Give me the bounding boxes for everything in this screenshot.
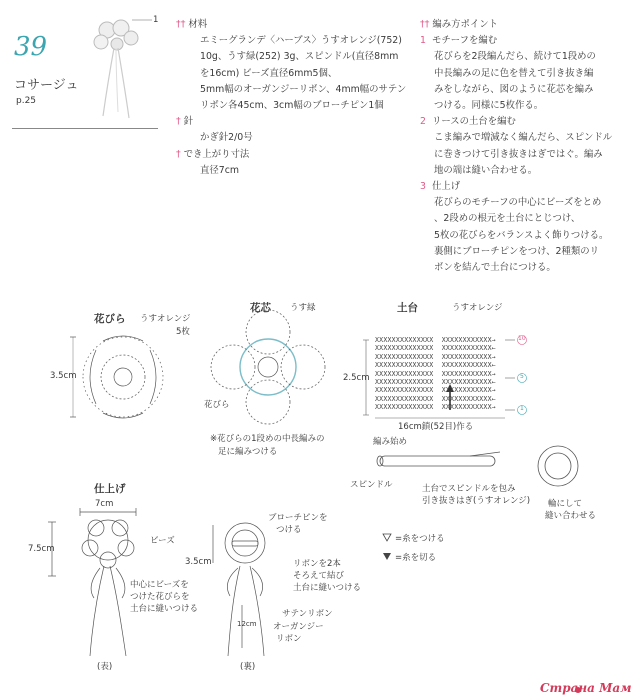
step-line: ボンを結んで土台につける。 (434, 262, 556, 274)
spindle-illustration (377, 446, 578, 486)
base-height: 2.5cm (343, 373, 370, 383)
front-label: (表) (97, 662, 113, 672)
bullet-icon: † (176, 148, 181, 160)
materials-line: リボン各45cm、3cm幅のブローチピン1個 (200, 100, 384, 112)
wrap-label-1: 土台でスピンドルを包み (422, 484, 516, 494)
finish-back (213, 523, 265, 656)
back-ribbon-1: リボンを2本 (293, 559, 341, 569)
step-title: リースの土台を編む (431, 116, 516, 128)
step-line: 花びらを2段編んだら、続けて1段めの (434, 51, 596, 63)
petal-title: 花びら (94, 313, 126, 325)
core-note-2: 足に編みつける (218, 447, 278, 457)
back-length: 12cm (237, 620, 257, 628)
step-line: 地の端は縫い合わせる。 (434, 164, 538, 176)
back-label: (裏) (240, 662, 256, 672)
finish-height: 7.5cm (28, 544, 55, 554)
back-size: 3.5cm (185, 557, 212, 567)
photo-callout-number: 1 (153, 15, 159, 25)
back-satin: サテンリボン (282, 609, 333, 619)
page-reference: p.25 (16, 96, 37, 106)
step-line: こま編みで増減なく編んだら、スピンドル (434, 132, 613, 144)
step-line: 裏側にブローチピンをつけ、2種類のリ (434, 245, 599, 257)
bullet-icon: †† (420, 19, 430, 30)
core-note-1: ※花びらの1段めの中長編みの (210, 434, 325, 444)
points-heading: 編み方ポイント (432, 19, 498, 30)
materials-line: を16cm) ビーズ直径6mm5個、 (200, 67, 338, 79)
row-label-10: 10 (518, 335, 526, 342)
materials-heading: 材料 (188, 19, 208, 30)
step-line: 花びらのモチーフの中心にビーズをとめ (434, 197, 602, 209)
materials-line: 10g、うす緑(252) 3g、スピンドル(直径8mm (200, 51, 399, 63)
bullet-icon: †† (176, 19, 186, 30)
core-petal-label: 花びら (204, 400, 230, 410)
legend-symbols (383, 534, 391, 560)
step-number: 1 (420, 35, 426, 47)
pattern-title: コサージュ (14, 78, 79, 93)
petal-size: 3.5cm (50, 371, 77, 381)
bullet-icon: † (176, 116, 181, 128)
step-line: に巻きつけて引き抜きはぎではぐ。編み (434, 148, 603, 160)
step-line: つける。同様に5枚作る。 (434, 100, 544, 112)
petal-chart (70, 336, 163, 418)
legend-cut: =糸を切る (395, 553, 437, 563)
back-ribbon-2: そろえて結び (293, 571, 345, 581)
base-title: 土台 (397, 302, 418, 314)
finish-width: 7cm (95, 499, 114, 509)
step-line: みをしながら、図のように花芯を編み (434, 83, 594, 95)
legend-attach: =糸をつける (395, 534, 445, 544)
ring-label-1: 輪にして (548, 499, 583, 509)
core-color: うす緑 (290, 303, 316, 313)
pattern-number: 39 (14, 32, 48, 62)
finish-title: 仕上げ (94, 483, 126, 495)
petal-color: うすオレンジ (140, 314, 191, 324)
back-pin-1: ブローチピンを (268, 513, 328, 523)
step-number: 2 (420, 116, 426, 128)
step-title: 仕上げ (431, 181, 461, 193)
row-label-5: 5 (520, 373, 524, 380)
step-line: 中長編みの足に色を替えて引き抜き編 (434, 67, 594, 79)
materials-section (176, 17, 406, 179)
size-heading: でき上がり寸法 (183, 148, 250, 160)
materials-line: 5mm幅のオーガンジーリボン、4mm幅のサテン (200, 83, 407, 95)
base-stitch-rows: XXXXXXXXXXXXXX XXXXXXXXXXXX→ XXXXXXXXXXXXXX XXXXXXXXXXXX← XXXXXXXXXXXXXX XXXXXXXXXXXX→ XXXXXXXXXXXXXX XXXXXXXXXXXX← XXXXXXXXXXXXXX XXXXXXXXXXXX→ XXXXXXXXXXXXXX XXXXXXXXXXXX← XXXXXXXXXXXXXX XXXXXXXXXXXX→ XXXXXXXXXXXXXX XXXXXXXXXXXX← XXXXXXXXXXXXXX XXXXXXXXXXXX→ (375, 336, 496, 412)
finish-center-3: 土台に縫いつける (130, 604, 199, 614)
step-title: モチーフを編む (431, 35, 498, 47)
finish-center-2: つけた花びらを (130, 592, 190, 602)
row-label-1: 1 (520, 405, 524, 412)
back-organza-2: リボン (276, 634, 302, 644)
petal-count: 5枚 (176, 327, 190, 337)
finish-center-1: 中心にビーズを (130, 580, 189, 590)
points-section (420, 17, 612, 276)
needle-heading: 針 (183, 116, 194, 128)
back-ribbon-3: 土台に縫いつける (293, 583, 362, 593)
materials-line: エミーグランデ〈ハーブス〉うすオレンジ(752) (200, 35, 402, 47)
core-title: 花芯 (250, 302, 271, 314)
step-number: 3 (420, 181, 426, 193)
step-line: 、2段めの根元を土台にとじつけ、 (434, 213, 581, 225)
corsage-photo (94, 20, 152, 118)
base-start: 編み始め (373, 437, 408, 447)
ring-label-2: 縫い合わせる (545, 511, 597, 521)
watermark-text: Страна Мам (540, 681, 632, 695)
size-value: 直径7cm (200, 164, 240, 176)
wrap-label-2: 引き抜きはぎ(うすオレンジ) (422, 496, 531, 506)
finish-beads: ビーズ (150, 536, 175, 546)
back-organza-1: オーガンジー (273, 622, 324, 632)
base-color: うすオレンジ (452, 303, 503, 313)
back-pin-2: つける (276, 525, 302, 535)
step-line: 5枚の花びらをバランスよく飾りつける。 (434, 229, 609, 241)
spindle-label: スピンドル (350, 480, 393, 490)
base-chain: 16cm鎖(52目)作る (398, 422, 474, 432)
finish-front (48, 508, 136, 656)
needle-value: かぎ針2/0号 (200, 132, 253, 144)
